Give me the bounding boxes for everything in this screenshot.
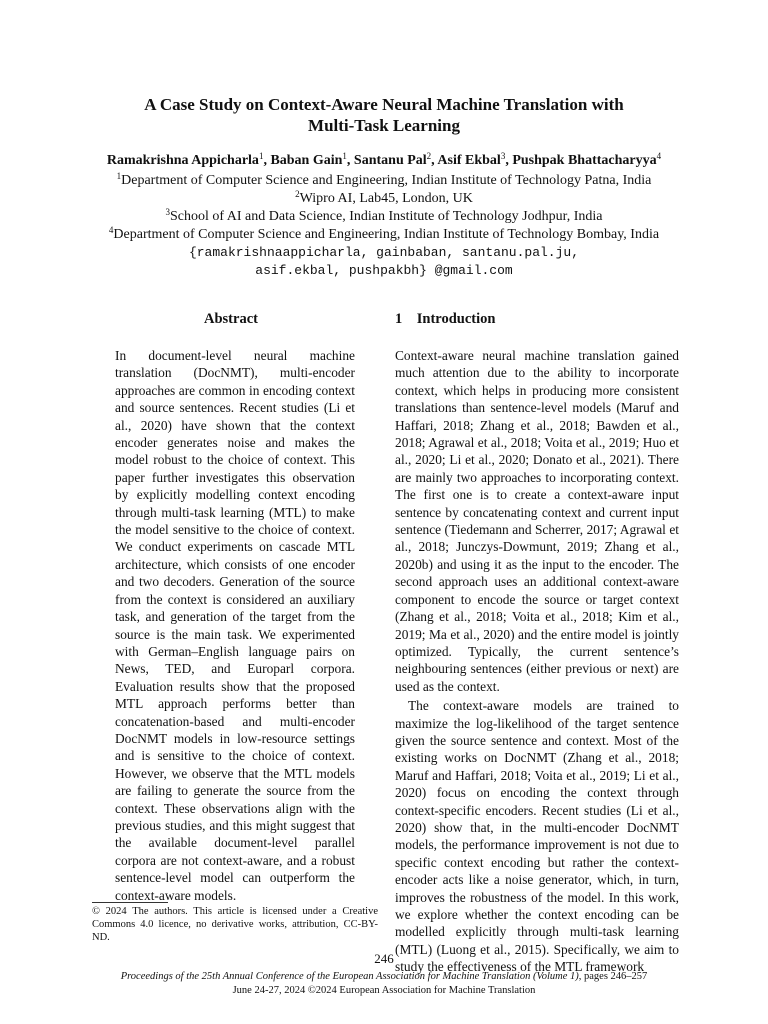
author-affiliation-marker: 3 [500, 151, 506, 161]
author-list: Ramakrishna Appicharla$^1$, Baban Gain$^1$, Santanu Pal$^2$, Asif Ekbal$^3$, Pushpak Bhattacharyya$^4$ [106, 151, 662, 168]
footnote-rule [92, 902, 168, 903]
author-name: Ramakrishna Appicharla [106, 153, 259, 168]
introduction-paragraph: The context-aware models are trained to maximize the log-likelihood of the target sentence given the source sentence and context. Most of the existing works on DocNMT (Zhang et al., 2018; Maruf and Haffari, 2018; Voita et al., 2019; Li et al., 2020) focus on encoding the context through context-specific encoders. Recent studies (Li et al., 2020) show that, in the multi-encoder DocNMT models, the performance improvement is not due to specific context encoding but rather the context-encoder acts like a noise generator, which, in turn, improves the robustness of the model. In this work, we explore whether the context encoding can be modelled explicitly through multi-task learning (MTL) (Luong et al., 2015). Specifically, we aim to study the effectiveness of the MTL framework [395, 698, 679, 975]
affiliation: $^2$Wipro AI, Lab45, London, UK [295, 189, 473, 206]
proceedings-title: Proceedings of the 25th Annual Conference of the European Association for Machine Translation (Volume 1) [120, 971, 579, 982]
author-affiliation-marker: 1 [342, 151, 347, 161]
email-line-1: {ramakrishnaappicharla, gainbaban, santanu.pal.ju, [188, 245, 580, 260]
abstract-heading: Abstract [204, 311, 258, 327]
abstract-body: In document-level neural machine translation (DocNMT), multi-encoder approaches are common in encoding context and source sentences. Recent studies (Li et al., 2020) have shown that the context encoder generates noise and makes the model robust to the choice of context. This paper further investigates this observation by explicitly modelling context encoding through multi-task learning (MTL) to make the model sensitive to the choice of context. We conduct experiments on cascade MTL architecture, which consists of one encoder and two decoders. Generation of the source from the context is considered an auxiliary task, and generation of the target from the source is the main task. We experimented with German–English language pairs on News, TED, and Europarl corpora. Evaluation results show that the proposed MTL approach performs better than concatenation-based and multi-encoder DocNMT models in low-resource settings and is sensitive to the choice of context. However, we observe that the MTL models are failing to generate the source from the context. These observations align with the previous studies, and this might suggest that the available document-level parallel corpora are not context-aware, and a robust sentence-level model can outperform the context-aware models. [115, 348, 355, 903]
email-addresses [0, 244, 768, 280]
author-name: Baban Gain [270, 153, 343, 168]
author-name: Pushpak Bhattacharyya [512, 153, 657, 168]
author-name: Asif Ekbal [437, 153, 501, 168]
introduction-paragraph: Context-aware neural machine translation gained much attention due to the ability to incorporate context, which helps in producing more consistent translations than sentence-level models (Maruf and Haffari, 2018; Zhang et al., 2018; Bawden et al., 2018; Agrawal et al., 2018; Voita et al., 2019; Huo et al., 2020; Li et al., 2020; Donato et al., 2021). There are mainly two approaches to incorporating context. The first one is to create a context-aware input sentence by concatenating context and current input sentence (Tiedemann and Scherrer, 2017; Agrawal et al., 2018; Junczys-Dowmunt, 2019; Zhang et al., 2020b) and using it as the input to the encoder. The second approach uses an additional context-aware component to encode the source or target context (Zhang et al., 2018; Voita et al., 2018; Kim et al., 2019; Ma et al., 2020) and the entire model is jointly optimized. Typically, the current sentence’s neighbouring sentences (either previous or next) are used as the context. [395, 348, 679, 694]
affiliation-list [0, 172, 768, 280]
author-name: Santanu Pal [353, 153, 427, 168]
proceedings-date-line: June 24-27, 2024 ©2024 European Association for Machine Translation [232, 985, 536, 996]
email-line-2: asif.ekbal, pushpakbh} @gmail.com [255, 263, 513, 278]
proceedings-pages: , pages 246–257 [578, 971, 648, 982]
paper-title-line-2: Multi-Task Learning [308, 116, 460, 135]
license-footnote: © 2024 The authors. This article is licensed under a Creative Commons 4.0 licence, no derivative works, attribution, CC-BY-ND. [92, 906, 378, 943]
affiliation: $^4$Department of Computer Science and Engineering, Indian Institute of Technology Bombay, India [108, 225, 660, 242]
affiliation: $^1$Department of Computer Science and Engineering, Indian Institute of Technology Patna, India [116, 171, 652, 188]
page-number: 246 [374, 951, 394, 966]
author-affiliation-marker: 1 [258, 151, 264, 161]
author-affiliation-marker: 4 [656, 151, 662, 161]
paper-title-line-1: A Case Study on Context-Aware Neural Machine Translation with [144, 95, 624, 114]
introduction-heading: 1 Introduction [395, 311, 496, 327]
affiliation: $^3$School of AI and Data Science, Indian Institute of Technology Jodhpur, India [165, 207, 603, 224]
introduction-body [395, 347, 679, 976]
proceedings-footer [0, 970, 768, 998]
paper-title [0, 94, 768, 136]
author-affiliation-marker: 2 [426, 151, 432, 161]
